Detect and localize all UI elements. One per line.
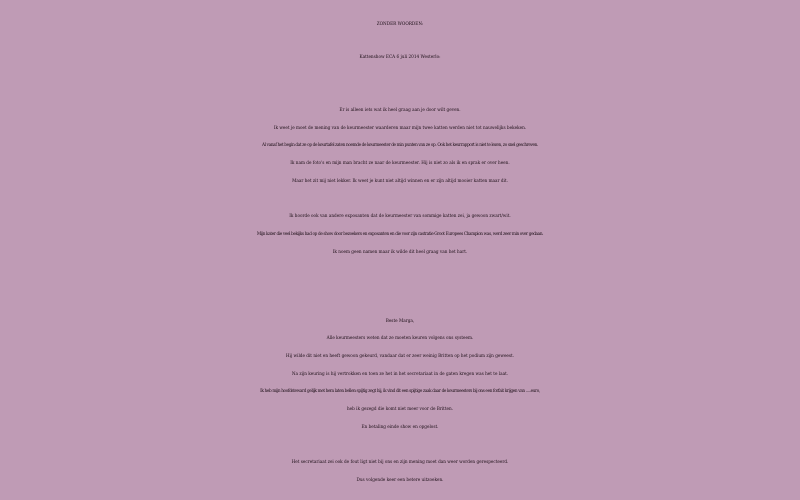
complaint-line: Ik hoorde ook van andere exposanten dat de keurmeester van sommige katten zei, ja gewoon zwart/wit. [289, 213, 511, 218]
show-heading: Kattenshow ECA 6 juli 2014 Westerlo: [359, 54, 441, 59]
complaint-line: Ik nam de foto's en mijn man bracht ze naar de keurmeester. Hij is niet zo als ik en sprak er over heen. [290, 160, 510, 165]
complaint-line: Mijn kater die veel bekijks had op de show door bezoekers en exposanten en die voor zijn castratie Groot Europees Champion was, werd zeer min over gedaan. [256, 231, 544, 236]
reply-line: Na zijn keuring is hij vertrokken en toen ze het in het secretariaat in de gaten kregen was het te laat. [291, 371, 509, 376]
complaint-line: Ik weet je moet de mening van de keurmeester waarderen maar mijn twee katten werden niet tot nauwelijks bekeken. [273, 125, 527, 130]
complaint-line: Er is alleen iets wat ik heel graag aan je door wilt geven. [339, 107, 461, 112]
reply-line: Alle keurmeesters weten dat ze moeten keuren volgens ons systeem. [326, 335, 474, 340]
reply-line: Dus volgende keer een betere uitzoeken. [356, 477, 444, 482]
complaint-line: Maar het zit mij niet lekker. Ik weet je kunt niet altijd winnen en er zijn altijd mooier katten maar dit. [292, 178, 508, 183]
reply-line: Hij wilde dit niet en heeft gewoon gekeurd, vandaar dat er zeer weinig Britten op het podium zijn geweest. [285, 353, 515, 358]
reply-salutation: Beste Marga, [385, 318, 415, 323]
reply-line: En betaling einde show en opgelost. [361, 424, 439, 429]
page-title: ZONDER WOORDEN: [376, 21, 424, 26]
complaint-line: Al vanaf het begin dat ze op de keurtafel zaten noemde de keurmeester de min punten van ze op. Ook het keurrapport is niet te lezen, zo snel geschreven. [262, 142, 538, 147]
reply-line: Ik heb mijn hoofdsteward gelijk met hem laten bellen spijtig zegt hij, ik vind dit een spijtige zaak daar de keurmeesters bij ons een forfait krijgen van .....euro, [260, 388, 540, 393]
complaint-line: Ik noem geen namen maar ik wilde dit heel graag van het hart. [332, 249, 468, 254]
reply-line: Het secretariaat zei ook de fout ligt niet bij ons en zijn mening moet dan weer worden gerespecteerd. [291, 459, 509, 464]
reply-line: heb ik gezegd die komt niet meer voor de Britten. [346, 406, 454, 411]
